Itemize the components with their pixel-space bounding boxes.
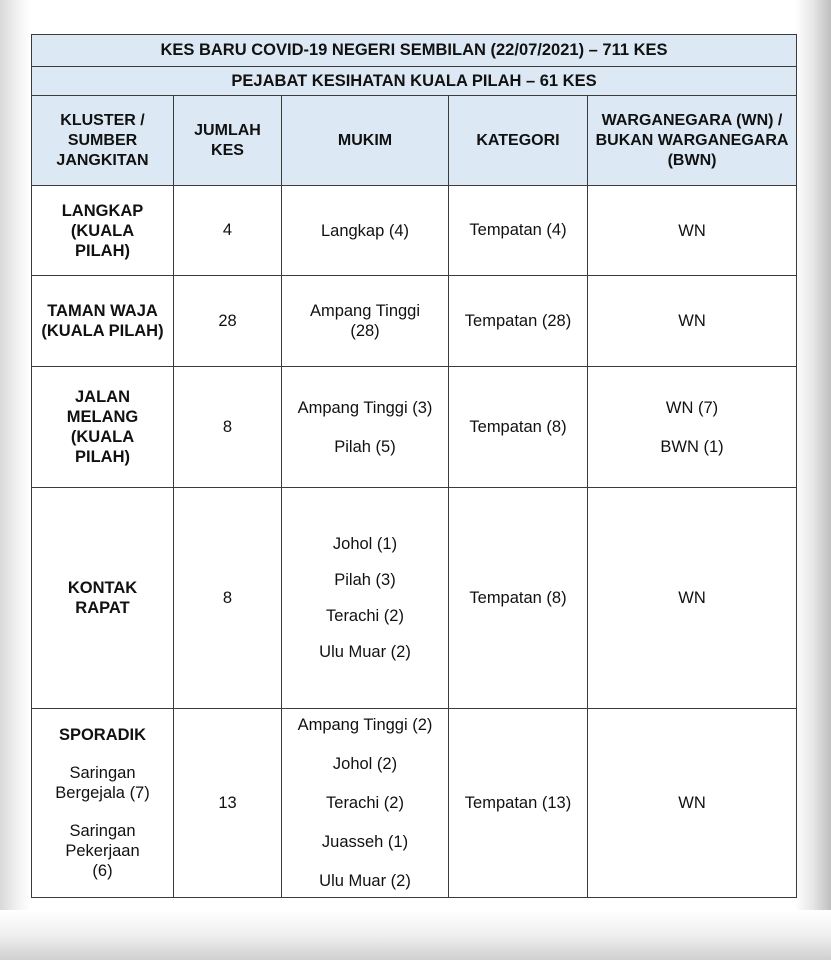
citizenship-item: BWN (1)	[660, 437, 724, 456]
total-cell: 13	[174, 709, 282, 898]
mukim-item: Terachi (2)	[326, 607, 404, 625]
header-citizenship: WARGANEGARA (WN) / BUKAN WARGANEGARA (BWN)	[588, 96, 797, 186]
category-cell: Tempatan (8)	[449, 367, 588, 488]
cluster-cell: KONTAK RAPAT	[32, 488, 174, 709]
covid-cases-table	[31, 34, 797, 898]
page-shadow-bottom	[0, 910, 831, 960]
mukim-item: Pilah (3)	[334, 571, 396, 589]
table-row	[32, 367, 797, 488]
citizenship-cell	[588, 186, 797, 276]
citizenship-item: WN	[678, 794, 706, 812]
citizenship-item: WN	[678, 221, 706, 240]
cluster-name: SPORADIK	[58, 726, 147, 744]
mukim-item: Johol (1)	[332, 535, 398, 553]
header-mukim: MUKIM	[282, 96, 449, 186]
citizenship-item: WN	[678, 312, 706, 330]
citizenship-cell	[588, 488, 797, 709]
table-row	[32, 276, 797, 367]
total-cell: 28	[174, 276, 282, 367]
category-cell: Tempatan (4)	[449, 186, 588, 276]
category-cell: Tempatan (13)	[449, 709, 588, 898]
mukim-cell	[282, 709, 449, 898]
table-row	[32, 488, 797, 709]
category-cell: Tempatan (28)	[449, 276, 588, 367]
mukim-item: Pilah (5)	[334, 437, 396, 456]
table-subtitle-row	[32, 67, 797, 96]
header-row	[32, 96, 797, 186]
cluster-cell: LANGKAP (KUALA PILAH)	[32, 186, 174, 276]
mukim-item: Ulu Muar (2)	[319, 872, 411, 890]
mukim-item: Ampang Tinggi (3)	[297, 398, 433, 417]
cluster-note: Saringan Pekerjaan (6)	[65, 822, 140, 880]
mukim-item: Johol (2)	[332, 755, 398, 773]
table-subtitle: PEJABAT KESIHATAN KUALA PILAH – 61 KES	[32, 67, 797, 96]
table-title: KES BARU COVID-19 NEGERI SEMBILAN (22/07/2021) – 711 KES	[32, 35, 797, 67]
page-shadow-right	[795, 0, 831, 960]
mukim-cell	[282, 186, 449, 276]
cluster-cell	[32, 709, 174, 898]
cluster-cell: TAMAN WAJA (KUALA PILAH)	[32, 276, 174, 367]
mukim-item: Langkap (4)	[320, 221, 410, 240]
cluster-cell: JALAN MELANG (KUALA PILAH)	[32, 367, 174, 488]
table-row	[32, 709, 797, 898]
citizenship-item: WN (7)	[665, 398, 719, 417]
mukim-item: Ulu Muar (2)	[319, 643, 411, 661]
category-cell: Tempatan (8)	[449, 488, 588, 709]
total-cell: 8	[174, 367, 282, 488]
header-category: KATEGORI	[449, 96, 588, 186]
citizenship-cell	[588, 709, 797, 898]
page-shadow-left	[0, 0, 30, 960]
mukim-cell	[282, 488, 449, 709]
total-cell: 8	[174, 488, 282, 709]
header-total: JUMLAH KES	[174, 96, 282, 186]
mukim-cell: Ampang Tinggi (28)	[282, 276, 449, 367]
citizenship-cell	[588, 367, 797, 488]
mukim-item: Juasseh (1)	[321, 833, 409, 851]
total-cell: 4	[174, 186, 282, 276]
table-row	[32, 186, 797, 276]
mukim-item: Ampang Tinggi (2)	[297, 716, 433, 734]
table-title-row	[32, 35, 797, 67]
mukim-cell	[282, 367, 449, 488]
mukim-item: Terachi (2)	[326, 794, 404, 812]
header-cluster: KLUSTER / SUMBER JANGKITAN	[32, 96, 174, 186]
citizenship-cell	[588, 276, 797, 367]
citizenship-item: WN	[678, 589, 706, 607]
cluster-note: Saringan Bergejala (7)	[55, 764, 150, 802]
